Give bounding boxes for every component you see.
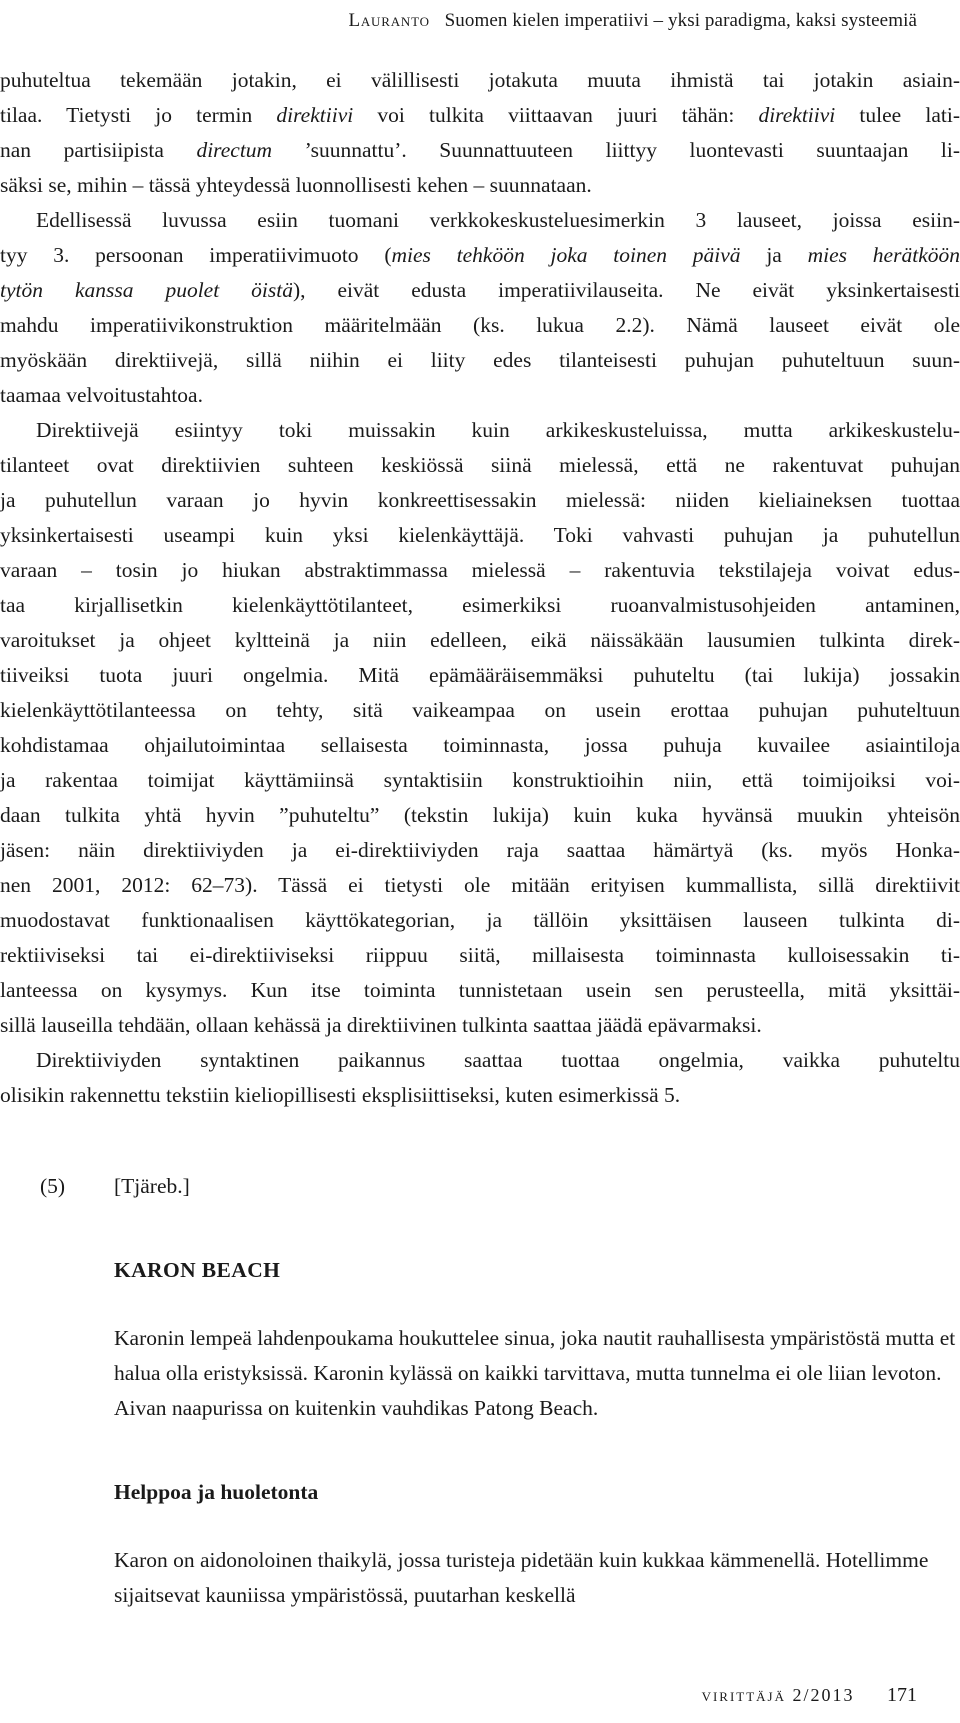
example-source: [Tjäreb.] bbox=[114, 1174, 190, 1198]
example-paragraph: Karonin lempeä lahdenpoukama houkuttelee sinua, joka nautit rauhallisesta ympäristöstä mutta et halua olla eristyksissä. Karonin kylässä on kaikki tarvittava, mutta tunnelma ei ole liian levoton. Aivan naapurissa on kuitenkin vauhdikas Patong Beach. bbox=[114, 1326, 956, 1420]
body-text bbox=[0, 63, 960, 1113]
page-footer bbox=[702, 1684, 917, 1707]
header-author: Lauranto bbox=[348, 10, 430, 31]
text-line: nen 2001, 2012: 62–73). Tässä ei tietysti ole mitään erityisen kummallista, sillä direktiivit bbox=[0, 873, 960, 897]
text-line: tytön kanssa puolet öistä), eivät edusta imperatiivilauseita. Ne eivät yksinkertaisesti bbox=[0, 278, 960, 302]
text-line: lanteessa on kysymys. Kun itse toiminta tunnistetaan usein sen perusteella, mitä yksittäi- bbox=[0, 978, 960, 1002]
text-line: säksi se, mihin – tässä yhteydessä luonnollisesti kehen – suunnataan. bbox=[0, 173, 592, 197]
text-line: tilaa. Tietysti jo termin direktiivi voi tulkita viittaavan juuri tähän: direktiivi tulee lati- bbox=[0, 103, 960, 127]
text-line: puhuteltua tekemään jotakin, ei välillisesti jotakuta muuta ihmistä tai jotakin asiain- bbox=[0, 68, 960, 92]
text-line: nan partisiipista directum ’suunnattu’. Suunnattuuteen liittyy luontevasti suuntaajan li- bbox=[0, 138, 960, 162]
text-line: varaan – tosin jo hiukan abstraktimmassa mielessä – rakentuvia tekstilajeja voivat edus- bbox=[0, 558, 960, 582]
header-title: Suomen kielen imperatiivi – yksi paradigma, kaksi systeemiä bbox=[444, 10, 917, 31]
text-line: daan tulkita yhtä hyvin ”puhuteltu” (tekstin lukija) kuin kuka hyvänsä muukin yhteisön bbox=[0, 803, 960, 827]
example-number: (5) bbox=[40, 1174, 66, 1198]
text-line: sillä lauseilla tehdään, ollaan kehässä ja direktiivinen tulkinta saattaa jäädä epävarmaksi. bbox=[0, 1013, 762, 1037]
journal-name: virittäjä 2/2013 bbox=[701, 1685, 855, 1705]
text-line: Direktiiviyden syntaktinen paikannus saattaa tuottaa ongelmia, vaikka puhuteltu bbox=[36, 1048, 960, 1072]
text-line: tiiveiksi tuota juuri ongelmia. Mitä epämääräisemmäksi puhuteltu (tai lukija) jossakin bbox=[0, 663, 960, 687]
example-title: KARON BEACH bbox=[114, 1258, 281, 1282]
text-line: ja rakentaa toimijat käyttämiinsä syntaktisiin konstruktioihin niin, että toimijoiksi voi- bbox=[0, 768, 960, 792]
text-line: mahdu imperatiivikonstruktion määritelmään (ks. lukua 2.2). Nämä lauseet eivät ole bbox=[0, 313, 960, 337]
page-number: 171 bbox=[887, 1684, 917, 1706]
text-line: taamaa velvoitustahtoa. bbox=[0, 383, 203, 407]
text-line: tilanteet ovat direktiivien suhteen keskiössä siinä mielessä, että ne rakentuvat puhujan bbox=[0, 453, 960, 477]
text-line: varoitukset ja ohjeet kyltteinä ja niin edelleen, eikä näissäkään lausumien tulkinta direk- bbox=[0, 628, 960, 652]
running-header bbox=[348, 10, 917, 32]
text-line: myöskään direktiivejä, sillä niihin ei liity edes tilanteisesti puhujan puhuteltuun suun- bbox=[0, 348, 960, 372]
example-subheading: Helppoa ja huoletonta bbox=[114, 1480, 319, 1504]
text-line: Edellisessä luvussa esiin tuomani verkkokeskusteluesimerkin 3 lauseet, joissa esiin- bbox=[36, 208, 960, 232]
text-line: yksinkertaisesti useampi kuin yksi kielenkäyttäjä. Toki vahvasti puhujan ja puhutellun bbox=[0, 523, 960, 547]
text-line: tyy 3. persoonan imperatiivimuoto (mies tehköön joka toinen päivä ja mies herätköön bbox=[0, 243, 960, 267]
text-line: taa kirjallisetkin kielenkäyttötilanteet, esimerkiksi ruoanvalmistusohjeiden antaminen, bbox=[0, 593, 960, 617]
text-line: muodostavat funktionaalisen käyttökategorian, ja tällöin yksittäisen lauseen tulkinta di- bbox=[0, 908, 960, 932]
text-line: rektiiviseksi tai ei-direktiiviseksi riippuu siitä, millaisesta toiminnasta kulloisessakin ti- bbox=[0, 943, 960, 967]
text-line: kohdistamaa ohjailutoimintaa sellaisesta toiminnasta, jossa puhuja kuvailee asiaintiloja bbox=[0, 733, 960, 757]
text-line: ja puhutellun varaan jo hyvin konkreettisessakin mielessä: niiden kieliaineksen tuottaa bbox=[0, 488, 960, 512]
text-line: kielenkäyttötilanteessa on tehty, sitä vaikeampaa on usein erottaa puhujan puhuteltuun bbox=[0, 698, 960, 722]
text-line: jäsen: näin direktiiviyden ja ei-direktiiviyden raja saattaa hämärtyä (ks. myös Honka- bbox=[0, 838, 960, 862]
text-line: Direktiivejä esiintyy toki muissakin kuin arkikeskusteluissa, mutta arkikeskustelu- bbox=[36, 418, 960, 442]
text-line: olisikin rakennettu tekstiin kieliopillisesti eksplisiittiseksi, kuten esimerkissä 5. bbox=[0, 1083, 681, 1107]
example-paragraph-2: Karon on aidonoloinen thaikylä, jossa turisteja pidetään kuin kukkaa kämmenellä. Hotellimme sijaitsevat kauniissa ympäristössä, puutarhan keskellä bbox=[114, 1548, 929, 1607]
